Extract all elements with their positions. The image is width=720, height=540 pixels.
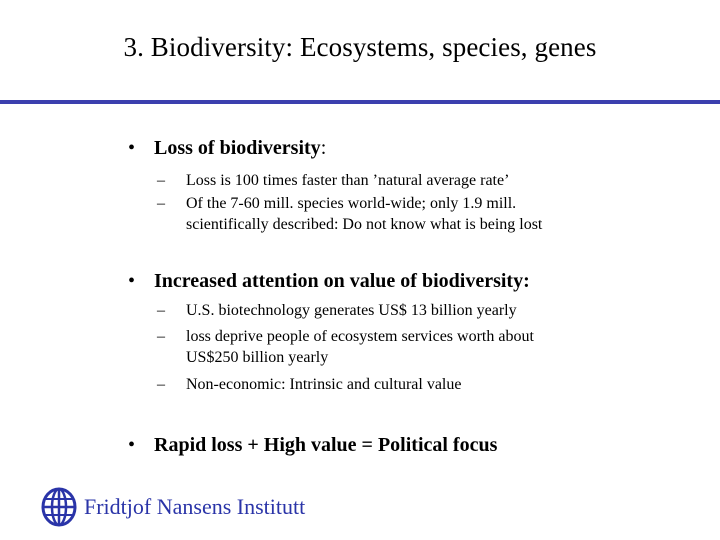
title-divider xyxy=(0,100,720,104)
sub-bullet xyxy=(157,374,461,395)
footer xyxy=(40,486,305,528)
dash-marker: – xyxy=(157,376,165,393)
bullet-loss-of-biodiversity xyxy=(128,137,326,160)
bullet-marker: • xyxy=(128,434,136,456)
sub-bullet xyxy=(157,170,509,191)
bullet-heading: Increased attention on value of biodiversity: xyxy=(154,270,530,292)
sub-bullet-text: Loss is 100 times faster than ’natural average rate’ xyxy=(186,172,510,189)
bullet-heading: Loss of biodiversity xyxy=(154,137,321,159)
globe-icon xyxy=(40,486,78,528)
dash-marker: – xyxy=(157,302,165,319)
bullet-political-focus xyxy=(128,434,497,457)
sub-bullet-continuation: US$250 billion yearly xyxy=(186,349,329,366)
dash-marker: – xyxy=(157,195,165,212)
sub-bullet-text: U.S. biotechnology generates US$ 13 billion yearly xyxy=(186,302,517,319)
sub-bullet-text: loss deprive people of ecosystem services worth about xyxy=(186,328,534,345)
bullet-marker: • xyxy=(128,137,136,159)
sub-bullet-continuation: scientifically described: Do not know what is being lost xyxy=(186,216,543,233)
dash-marker: – xyxy=(157,328,165,345)
bullet-suffix: : xyxy=(320,137,327,159)
sub-bullet xyxy=(157,326,534,368)
bullet-marker: • xyxy=(128,270,136,292)
sub-bullet xyxy=(157,300,517,321)
organization-name: Fridtjof Nansens Institutt xyxy=(84,494,306,519)
sub-bullet xyxy=(157,193,542,235)
bullet-increased-attention xyxy=(128,270,530,293)
sub-bullet-text: Non-economic: Intrinsic and cultural value xyxy=(186,376,462,393)
dash-marker: – xyxy=(157,172,165,189)
bullet-heading: Rapid loss + High value = Political focus xyxy=(154,434,498,456)
slide-title: 3. Biodiversity: Ecosystems, species, genes xyxy=(123,32,597,62)
sub-bullet-text: Of the 7-60 mill. species world-wide; only 1.9 mill. xyxy=(186,195,517,212)
